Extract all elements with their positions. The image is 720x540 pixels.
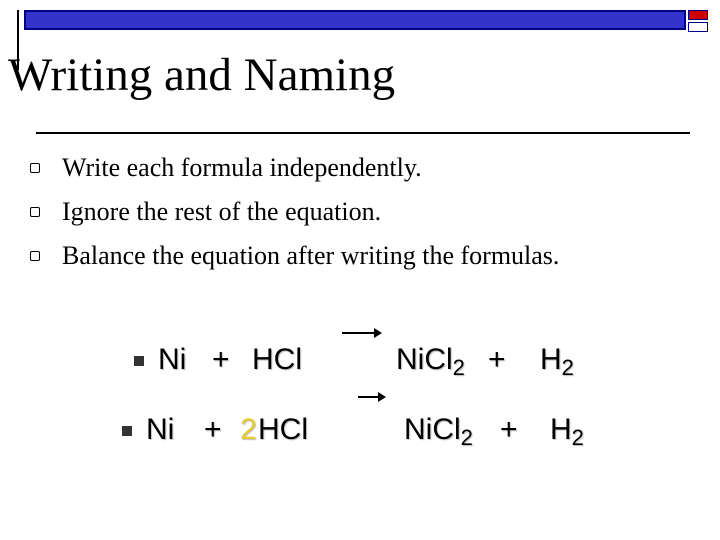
corner-white-block — [688, 22, 708, 32]
bullet-text: Write each formula independently. — [62, 153, 422, 182]
eq1-reactant-hcl: HCl — [252, 343, 302, 376]
hollow-square-bullet-icon — [30, 163, 40, 173]
filled-square-bullet-icon — [122, 426, 132, 436]
eq1-plus-sign-2: + — [488, 343, 506, 376]
eq1-arrow-icon — [342, 326, 382, 340]
hollow-square-bullet-icon — [30, 251, 40, 261]
bullet-item-2 — [62, 197, 582, 227]
filled-square-bullet-icon — [134, 356, 144, 366]
bullet-text: Ignore the rest of the equation. — [62, 197, 382, 226]
eq1-product-h2: $H_2$ — [540, 343, 574, 380]
corner-red-block — [688, 10, 708, 20]
eq2-product-nicl2: NiCl$_2$ — [404, 413, 473, 450]
eq2-reactant-hcl: HCl — [258, 413, 308, 446]
eq2-plus-sign: + — [204, 413, 222, 446]
title-underline — [36, 132, 690, 134]
hollow-square-bullet-icon — [30, 207, 40, 217]
bullet-item-3 — [62, 241, 582, 271]
eq2-coefficient: 2 — [240, 413, 257, 446]
eq1-product-nicl2: NiCl$_2$ — [396, 343, 465, 380]
eq2-plus-sign-2: + — [500, 413, 518, 446]
bullet-text: Balance the equation after writing the formulas. — [62, 241, 560, 270]
eq2-product-h2: $H_2$ — [550, 413, 584, 450]
eq1-reactant-ni: Ni — [158, 343, 187, 376]
eq2-reactant-ni: Ni — [146, 413, 175, 446]
slide-title: Writing and Naming — [8, 49, 396, 101]
eq1-plus-sign: + — [212, 343, 230, 376]
bullet-item-1 — [62, 153, 582, 183]
title-bar-decoration — [24, 10, 686, 30]
eq2-arrow-icon — [358, 390, 386, 404]
